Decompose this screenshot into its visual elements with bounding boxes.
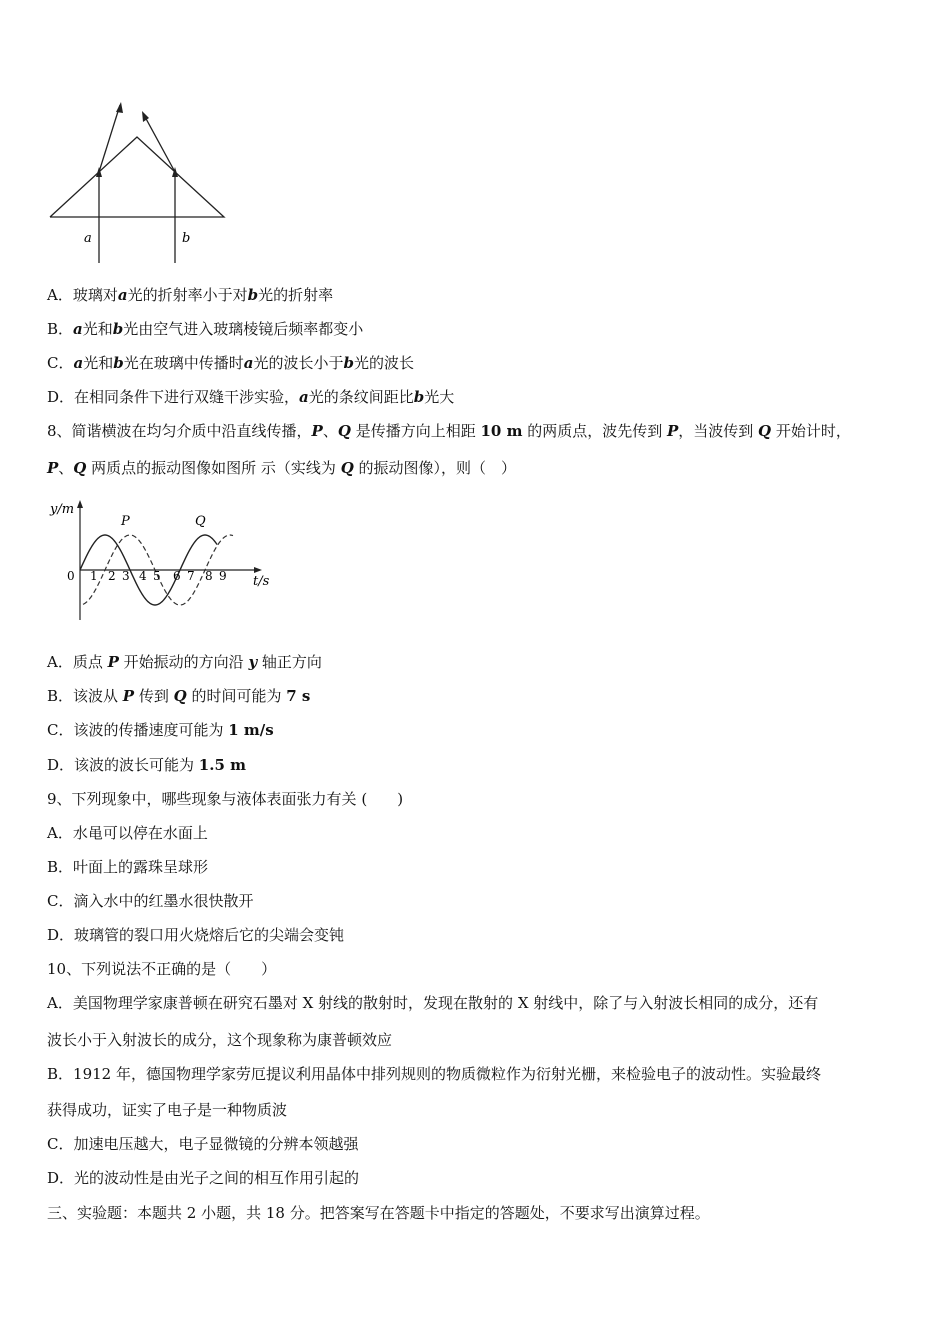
label-a: a — [84, 231, 92, 246]
tick-7: 7 — [187, 569, 195, 583]
value: 1 m/s — [228, 721, 274, 739]
var-q: Q — [173, 687, 187, 705]
arrow-a-up — [96, 167, 102, 177]
tick-1: 1 — [90, 569, 98, 583]
text: 光大 — [424, 388, 455, 406]
tick-3: 3 — [122, 569, 130, 583]
q9-option-b: B．叶面上的露珠呈球形 — [47, 858, 209, 876]
text: 光在玻璃中传播时 — [123, 354, 244, 372]
label-p: P — [121, 514, 130, 529]
q10-option-b-line1: B．1912 年，德国物理学家劳厄提议利用晶体中排列规则的物质微粒作为衍射光栅，来检验电子的波动性。实验最终 — [47, 1065, 821, 1083]
text: 、 — [322, 422, 338, 440]
q10-option-a-line1: A．美国物理学家康普顿在研究石墨对 X 射线的散射时，发现在散射的 X 射线中，除了与入射波长相同的成分，还有 — [47, 994, 819, 1012]
vibration-graph — [45, 495, 285, 625]
var-a: a — [243, 354, 254, 372]
q10-stem: 10、下列说法不正确的是（ ） — [47, 960, 277, 978]
q9-option-a: A．水黾可以停在水面上 — [47, 824, 208, 842]
var-q: Q — [340, 459, 354, 477]
tick-9: 9 — [219, 569, 227, 583]
var-a: a — [117, 286, 128, 304]
text: 轴正方向 — [257, 653, 322, 671]
var-b: b — [413, 388, 425, 406]
var-p: P — [666, 422, 679, 440]
text: C． — [47, 354, 74, 372]
text: 光和 — [82, 320, 113, 338]
text: 光的波长 — [354, 354, 415, 372]
tick-2: 2 — [108, 569, 116, 583]
prism-figure — [40, 95, 240, 270]
q8-option-d — [47, 755, 246, 775]
t-axis-arrow — [254, 567, 262, 573]
var-q: Q — [337, 422, 351, 440]
var-p: P — [47, 459, 59, 477]
q9-option-d: D．玻璃管的裂口用火烧熔后它的尖端会变钝 — [47, 926, 345, 944]
q9-stem — [47, 789, 403, 809]
answer-blank — [367, 790, 397, 808]
var-q: Q — [73, 459, 87, 477]
y-axis-arrow — [77, 500, 83, 508]
label-q: Q — [195, 514, 206, 529]
var-b: b — [247, 286, 259, 304]
text: B．该波从 — [47, 687, 123, 705]
q7-option-b — [47, 319, 363, 339]
text: 光的波长小于 — [253, 354, 344, 372]
var-a: a — [299, 388, 309, 406]
q10-option-d: D．光的波动性是由光子之间的相互作用引起的 — [47, 1169, 360, 1187]
text: 、 — [58, 459, 74, 477]
var-p: P — [311, 422, 323, 440]
section-3-heading: 三、实验题：本题共 2 小题，共 18 分。把答案写在答题卡中指定的答题处，不要求写出演算过程。 — [47, 1204, 710, 1222]
ray-b-refracted — [144, 115, 175, 172]
var-q: Q — [758, 422, 772, 440]
var-a: a — [73, 320, 83, 338]
var-b: b — [343, 354, 354, 372]
tick-8: 8 — [205, 569, 213, 583]
arrow-b-tip — [142, 111, 149, 122]
q8-option-a — [47, 652, 322, 672]
text: 光的折射率小于对 — [127, 286, 248, 304]
text: A．玻璃对 — [47, 286, 118, 304]
q8-option-b — [47, 686, 310, 706]
text: ，当波传到 — [678, 422, 759, 440]
distance: 10 m — [480, 422, 523, 440]
text: 开始振动的方向沿 — [118, 653, 249, 671]
text: 光的折射率 — [258, 286, 334, 304]
text: 开始计时， — [771, 422, 851, 440]
text: 光由空气进入玻璃棱镜后频率都变小 — [123, 320, 364, 338]
tick-4: 4 — [139, 569, 147, 583]
prism-outline — [50, 137, 224, 217]
y-axis-label: y/m — [50, 502, 75, 517]
label-b: b — [182, 231, 191, 246]
var-b: b — [112, 320, 124, 338]
text: C．该波的传播速度可能为 — [47, 721, 229, 739]
t-axis-label: t/s — [253, 574, 270, 589]
q7-option-a — [47, 285, 333, 305]
arrow-a-tip — [116, 102, 123, 113]
origin-label: 0 — [67, 569, 75, 583]
var-y: y — [248, 653, 258, 671]
var-b: b — [113, 354, 124, 372]
text: 的两质点，波先传到 — [522, 422, 667, 440]
q8-stem-line2 — [47, 458, 516, 478]
text: 9、下列现象中，哪些现象与液体表面张力有关 ( — [47, 790, 368, 808]
value: 1.5 m — [198, 756, 246, 774]
q8-stem-line1 — [47, 421, 851, 441]
q10-option-a-line2: 波长小于入射波长的成分，这个现象称为康普顿效应 — [47, 1031, 393, 1049]
q9-option-c: C．滴入水中的红墨水很快散开 — [47, 892, 254, 910]
var-p: P — [107, 653, 119, 671]
text: D．该波的波长可能为 — [47, 756, 199, 774]
tick-5: 5 — [153, 569, 161, 583]
q8-option-c — [47, 720, 274, 740]
var-a: a — [73, 354, 84, 372]
value: 7 s — [286, 687, 311, 705]
text: 传到 — [134, 687, 174, 705]
text: 8、简谐横波在均匀介质中沿直线传播， — [47, 422, 312, 440]
q10-option-b-line2: 获得成功，证实了电子是一种物质波 — [47, 1101, 288, 1119]
text: 是传播方向上相距 — [350, 422, 481, 440]
text: ) — [397, 790, 404, 808]
text: 两质点的振动图像如图所 示（实线为 — [86, 459, 341, 477]
text: 的振动图像），则（ ） — [353, 459, 517, 477]
text: B． — [47, 320, 74, 338]
var-p: P — [122, 687, 135, 705]
q7-option-c — [47, 353, 414, 373]
text: 光的条纹间距比 — [308, 388, 414, 406]
text: 光和 — [83, 354, 114, 372]
q7-option-d — [47, 387, 454, 407]
q10-option-c: C．加速电压越大，电子显微镜的分辨本领越强 — [47, 1135, 359, 1153]
text: D．在相同条件下进行双缝干涉实验， — [47, 388, 300, 406]
text: A．质点 — [47, 653, 108, 671]
tick-6: 6 — [173, 569, 181, 583]
text: 的时间可能为 — [186, 687, 287, 705]
